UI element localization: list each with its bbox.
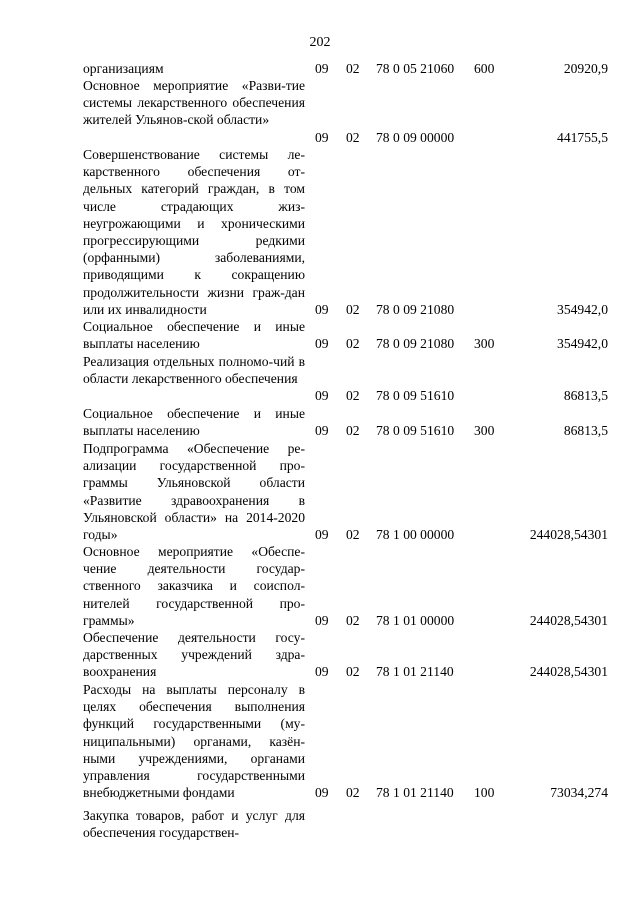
row-amount: 86813,5 (563, 388, 608, 403)
row-section: 09 (315, 613, 329, 628)
page-number: 202 (309, 35, 331, 50)
row-name: Совершенствование системы ле-карственного обеспечения от-дельных категорий граждан, в том числе страдающих жиз-неугрожающими и хроническими прогрессирующими редкими (орфанными) заболеваниями, приводящими к сокращению продолжительности жизни граж-дан или их инвалидности (83, 147, 305, 317)
row-name: Расходы на выплаты персоналу в целях обеспечения выполнения функций государственными (му-ниципальными) органами, казён-ными учреждениями, органами управления государственными внебюджетными фондами (83, 682, 305, 801)
row-subsection: 02 (346, 388, 360, 403)
row-subsection: 02 (346, 613, 360, 628)
row-subsection: 02 (346, 302, 360, 317)
row-name: Подпрограмма «Обеспечение ре-ализации государственной про-граммы Ульяновской области «Развитие здравоохранения в Ульяновской области» на 2014-2020 годы» (83, 441, 305, 543)
row-section: 09 (315, 785, 329, 800)
row-section: 09 (315, 388, 329, 403)
row-name: организациям (83, 61, 164, 76)
row-name: Обеспечение деятельности госу-дарственных учреждений здра-воохранения (83, 630, 305, 680)
row-section: 09 (315, 664, 329, 679)
row-target-article: 78 0 09 21080 (376, 302, 455, 317)
row-subsection: 02 (346, 130, 360, 145)
row-target-article: 78 0 09 00000 (376, 130, 455, 145)
row-section: 09 (315, 336, 329, 351)
row-amount: 244028,54301 (529, 664, 608, 679)
row-target-article: 78 1 01 21140 (376, 664, 454, 679)
row-target-article: 78 0 09 51610 (376, 423, 455, 438)
row-subsection: 02 (346, 785, 360, 800)
row-name: Закупка товаров, работ и услуг для обеспечения государствен- (83, 808, 305, 841)
row-name: Реализация отдельных полномо-чий в области лекарственного обеспечения (83, 354, 305, 387)
row-subsection: 02 (346, 527, 360, 542)
row-name: Социальное обеспечение и иные выплаты населению (83, 406, 305, 439)
row-target-article: 78 1 01 21140 (376, 785, 454, 800)
row-expense-type: 300 (474, 423, 495, 438)
row-name: Основное мероприятие «Разви-тие системы лекарственного обеспечения жителей Ульянов-ской области» (83, 78, 305, 128)
row-target-article: 78 1 01 00000 (376, 613, 455, 628)
row-amount: 441755,5 (557, 130, 608, 145)
row-target-article: 78 1 00 00000 (376, 527, 455, 542)
row-section: 09 (315, 130, 329, 145)
row-name: Основное мероприятие «Обеспе-чение деятельности государ-ственного заказчика и соиспол-нителей государственной про-граммы» (83, 544, 305, 628)
row-section: 09 (315, 61, 329, 76)
row-target-article: 78 0 09 21080 (376, 336, 455, 351)
row-section: 09 (315, 423, 329, 438)
row-amount: 20920,9 (563, 61, 608, 76)
row-expense-type: 300 (474, 336, 495, 351)
row-amount: 354942,0 (557, 302, 608, 317)
row-expense-type: 600 (474, 61, 495, 76)
row-name: Социальное обеспечение и иные выплаты населению (83, 319, 305, 352)
row-target-article: 78 0 09 51610 (376, 388, 455, 403)
row-subsection: 02 (346, 61, 360, 76)
row-amount: 244028,54301 (529, 613, 608, 628)
row-subsection: 02 (346, 336, 360, 351)
row-amount: 86813,5 (563, 423, 608, 438)
row-amount: 73034,274 (550, 785, 608, 800)
row-amount: 244028,54301 (529, 527, 608, 542)
row-section: 09 (315, 527, 329, 542)
row-expense-type: 100 (474, 785, 495, 800)
row-section: 09 (315, 302, 329, 317)
row-target-article: 78 0 05 21060 (376, 61, 455, 76)
row-amount: 354942,0 (557, 336, 608, 351)
row-subsection: 02 (346, 423, 360, 438)
row-subsection: 02 (346, 664, 360, 679)
